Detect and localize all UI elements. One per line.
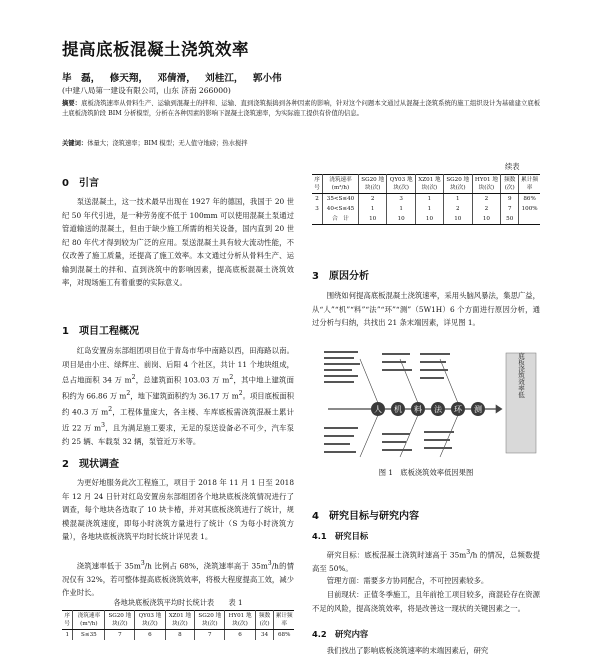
goal-paragraph-2: 管理方面：需要多方协同配合，不可控因素较多。 xyxy=(326,576,489,585)
table1-caption: 各地块底板浇筑平均时长统计表 表 1 xyxy=(113,598,243,607)
paper-title: 提高底板混凝土浇筑效率 xyxy=(62,40,249,59)
author: 郭小伟 xyxy=(252,73,282,84)
table-cont-caption: 续表 xyxy=(505,162,520,171)
keywords xyxy=(62,138,540,147)
affiliation: (中建八局第一建设有限公司，山东 济南 266000) xyxy=(62,86,231,95)
table-1 xyxy=(62,610,294,640)
intro-paragraph: 泵送混凝土，这一技术最早出现在 1927 年的德国，我国于 20 世纪 50 年代引进，是一种劳务度不低于 100mm 可以使用混凝土泵通过管道输送的混凝土，但由于缺少施工所需的相关设备，国内直到 20 世纪 80 年代才得到较为广泛的应用。泵送混凝土具有较大流动性能，不仅改善了施工质量，还提高了施工效率。本文通过分析从骨料生产、运输到混凝土的拌和、直到浇筑中的影响因素，提高底板混凝土浇筑效率，对现场施工有着重要的实际意义。 xyxy=(62,197,294,287)
fishbone-effect: 底板浇筑效率低 xyxy=(517,352,525,398)
abstract xyxy=(62,99,540,119)
survey-heading: 2 现状调查 xyxy=(62,459,119,470)
fishbone-node: 机 xyxy=(394,405,402,414)
keywords-text: 体量大；浇筑速率；BIM 模型；无人值守地磅；热水搅拌 xyxy=(87,140,248,147)
table-1-continued xyxy=(312,174,540,225)
goal-paragraph-4: 我们找出了影响底板浇筑速率的末端因素后，研究 xyxy=(326,646,489,655)
authors xyxy=(62,70,282,84)
fishbone-node: 环 xyxy=(454,405,462,414)
goal-paragraph-3: 目前现状：正值冬季施工，且年前抢工项目较多，商混砼存在资源不足的风险，提高浇筑效率，将是改善这一现状的关键因素之一。 xyxy=(312,590,540,613)
survey-paragraph-1: 为更好地服务此次工程施工，项目于 2018 年 11 月 1 日至 2018 年 12 月 24 日针对红岛安置房东部组团各个地块底板浇筑情况进行了调查，每个地块各选取了 10 块卡椿，并对其底板浇筑进行了统计，规模混凝浇筑速度，即每小时浇筑方量进行了统计（S 为每小时浇筑方量），各地块底板浇筑平均时长统计详见表 1。 xyxy=(62,478,294,541)
figure-caption: 图 1 底板浇筑效率低因果图 xyxy=(378,468,474,477)
cause-heading: 3 原因分析 xyxy=(312,271,369,282)
table-header-row: 序号 浇筑速率(m³/h) SG20 地块(次) QY03 地块(次) XZ01 地块(次) SG20 地块(次) HY01 地块(次) 频数(次) 累计频率 xyxy=(62,611,294,630)
fishbone-node: 法 xyxy=(434,405,442,414)
table-row: 2 35<S≤40 2 3 1 1 2 9 86% xyxy=(312,194,540,205)
survey-paragraph-2: 浇筑速率低于 $35m^3/h$ 比例占 68%，浇筑速率高于 $35m^3/h$的情况仅有 32%，若可整体提高底板浇筑效率，将极大程度提高工效，减少作业时长。 xyxy=(62,560,294,598)
project-paragraph: 红岛安置房东部组团项目位于青岛市华中南路以西，田海路以南。项目是由小庄、绿辉庄、前岗、后阳 4 个社区，共计 11 个地块组成，总占地面积 34 万 $m^2$，总建筑面积 103.03 万 $m^2$，其中地上建筑面积约为 66.86 万 $m^2$，地下建筑面积约为 36.17 万 $m^2$。项目底板面积约 40.3 万 $m^2$，工程体量庞大，各主楼、车库底板需浇筑混凝土累计近 22 万 $m^3$，且为满足施工要求，无足的泵送设备必不可少，汽车泵约 25 辆、车载泵 32 辆，泵管近万米等。 xyxy=(62,346,295,446)
goal-heading: 4 研究目标与研究内容 xyxy=(312,511,419,522)
table-total-row: 合 计 10 10 10 10 10 50 xyxy=(312,214,540,225)
cause-paragraph: 围绕如何提高底板混凝土浇筑速率，采用头脑风暴法，集思广益，从“人”“机”“料”“法”“环”“测”（5W1H）6 个方面进行原因分析，通过分析与归纳，共找出 21 条末端因素，详见图 1。 xyxy=(312,291,540,327)
goal-subheading-2: 4.2 研究内容 xyxy=(312,629,369,639)
author: 刘桂江， xyxy=(205,73,244,84)
author: 邓倩滑， xyxy=(157,73,196,84)
fishbone-node: 测 xyxy=(474,405,482,414)
table-row: 3 40<S≤45 1 1 1 2 2 7 100% xyxy=(312,204,540,214)
keywords-label: 关键词： xyxy=(62,140,88,147)
intro-heading: 0 引言 xyxy=(62,178,99,189)
project-heading: 1 项目工程概况 xyxy=(62,326,139,337)
fishbone-node: 人 xyxy=(374,405,382,414)
table-row: 1 S≤35 7 6 8 7 6 34 68% xyxy=(62,630,294,641)
goal-paragraph-1: 研究目标：底板混凝土浇筑时速高于 $35m^3/h$ 的情况，总频数提高至 50%。 xyxy=(312,549,540,573)
fishbone-diagram xyxy=(320,345,540,463)
abstract-text: 底板浇筑速率从骨料生产、运输到混凝土的拌和、运输、直到浇筑振捣到各种因素的影响，针对这个问题本文通过从混凝土浇筑系统的施工组织设计为基础建立底板土底板浇筑阶段 BIM 分析模型，分析在各种因素的影响下混凝土浇筑速率，为实际施工提供有价值的信息。 xyxy=(62,100,541,117)
fishbone-node: 料 xyxy=(414,405,422,414)
goal-subheading-1: 4.1 研究目标 xyxy=(312,531,369,541)
table-header-row: 序号 浇筑速率(m³/h) SG20 地块(次) QY03 地块(次) XZ01 地块(次) SG20 地块(次) HY01 地块(次) 频数(次) 累计频率 xyxy=(312,175,540,194)
abstract-label: 摘要： xyxy=(62,100,82,107)
author: 毕 磊， xyxy=(62,73,101,84)
author: 修天翔， xyxy=(109,73,149,84)
